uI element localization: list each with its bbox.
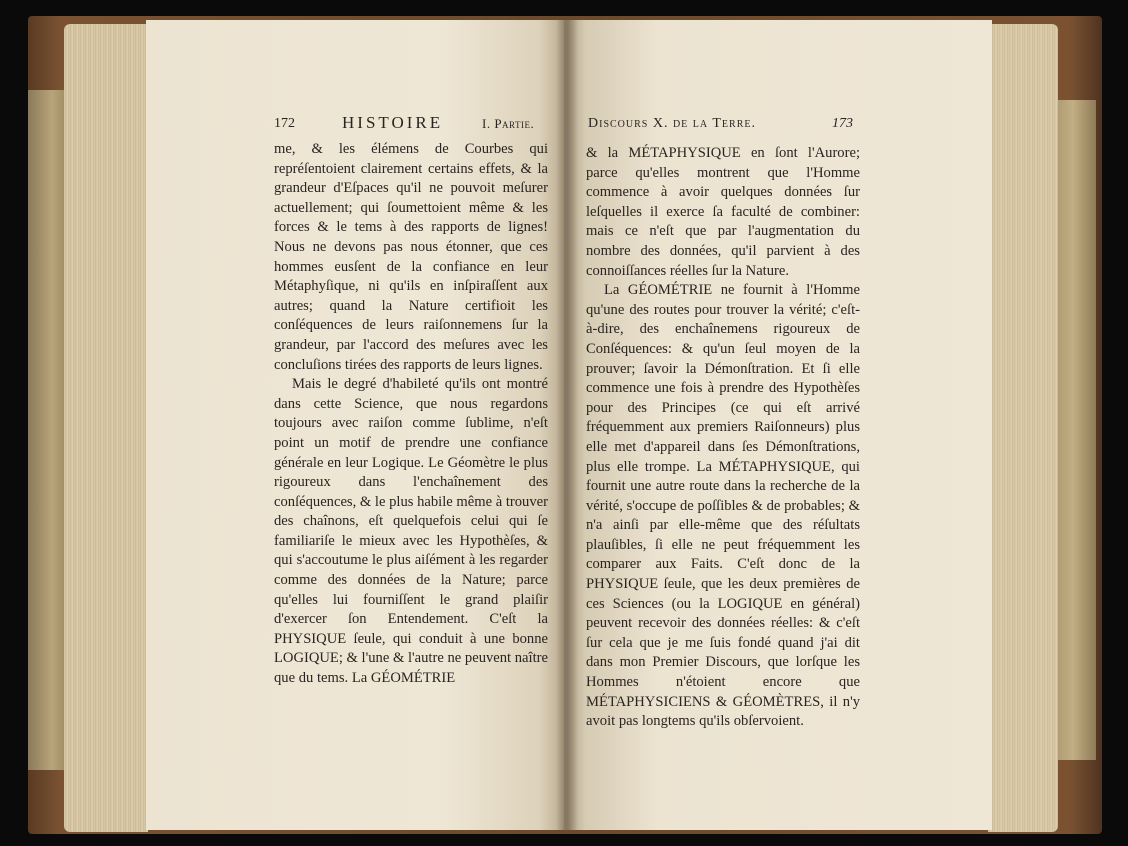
right-paragraph: La GÉOMÉTRIE ne fournit à l'Homme qu'une des routes pour trouver la vérité; c'eſt-à-dire, des enchaînemens rigoureux de Conſéquences: & qu'un ſeul moyen de la prouver; ſavoir la Démonſtration. Et ſi elle commence une fois à prendre des Hypothèſes pour des Principes (ce qui eſt arrivé fréquemment aux premiers Raiſonneurs) plus elle met d'appareil dans ſes Démonſtrations, plus elle trompe. La MÉTAPHYSIQUE, qui fournit une autre route dans la recherche de la vérité, s'occupe de poſſibles & de probables; & n'a ainſi par elle-même que des réſultats plauſibles, ſi elle ne peut fréquemment les comparer aux Faits. C'eſt donc de la PHYSIQUE ſeule, que les deux premières de ces Sciences (ou la LOGIQUE en général) peuvent recevoir des données réelles: & c'eſt ſur cela que je me ſuis fondé quand j'ai dit dans mon Premier Discours, que lorſque les Hommes n'étoient encore que MÉTAPHYSICIENS & GÉOMÈTRES, il n'y avoit pas longtems qu'ils obſervoient.	[586, 282, 860, 730]
left-running-title: HISTOIRE	[342, 113, 444, 132]
left-paragraph: me, & les élémens de Courbes qui repréſentoient clairement certains effets, & la grandeur d'Eſpaces qu'il ne pouvoit meſurer actuellement; qui ſoumettoient même & les forces & le tems à des rapports de lignes! Nous ne devons pas nous étonner, que ces hommes eusſent de la confiance en leur Métaphyſique, ni qu'ils en inſpiraſſent aux autres; quand la Nature certifioit les conſéquences de leurs raiſonnemens ſur la grandeur, par l'accord des meſures avec les concluſions tirées des rapports de leurs lignes.	[274, 141, 548, 373]
right-body	[586, 144, 860, 732]
left-running-part: I. Partie.	[482, 116, 535, 131]
right-paragraph: & la MÉTAPHYSIQUE en ſont l'Aurore; parce qu'elles montrent que l'Homme commence à avoir quelques données ſur leſquelles il exerce ſa faculté de combiner: mais ce n'eſt que par l'augmentation du nombre des données, qu'il parvient à des connoiſſances réelles ſur la Nature.	[586, 145, 860, 279]
page-edges-left	[64, 24, 148, 832]
right-page-number: 173	[832, 116, 853, 131]
cover-left	[28, 90, 68, 770]
right-running-title: Discours X. de la Terre.	[588, 116, 756, 131]
book-gutter	[556, 20, 578, 830]
left-page-number: 172	[274, 116, 295, 131]
left-page	[146, 20, 564, 830]
right-page	[564, 20, 992, 830]
page-edges-right	[988, 24, 1058, 832]
left-paragraph: Mais le degré d'habileté qu'ils ont montré dans cette Science, que nous regardons toujours avec raiſon comme ſublime, n'eſt point un motif de prendre une confiance générale en leur Logique. Le Géomètre le plus rigoureux dans l'enchaînement des conſéquences, & le plus habile même à trouver des chaînons, eſt quelquefois celui qui ſe familiariſe le mieux avec les Hypothèſes, & qui s'accoutume le plus aiſément à les regarder comme des données de la Nature; parce qu'elles lui fourniſſent le grand plaiſir d'exercer ſon Entendement. C'eſt la PHYSIQUE ſeule, qui conduit à une bonne LOGIQUE; & l'une & l'autre ne peuvent naître que du tems. La GÉOMÉTRIE	[274, 376, 548, 687]
left-body	[274, 140, 548, 689]
